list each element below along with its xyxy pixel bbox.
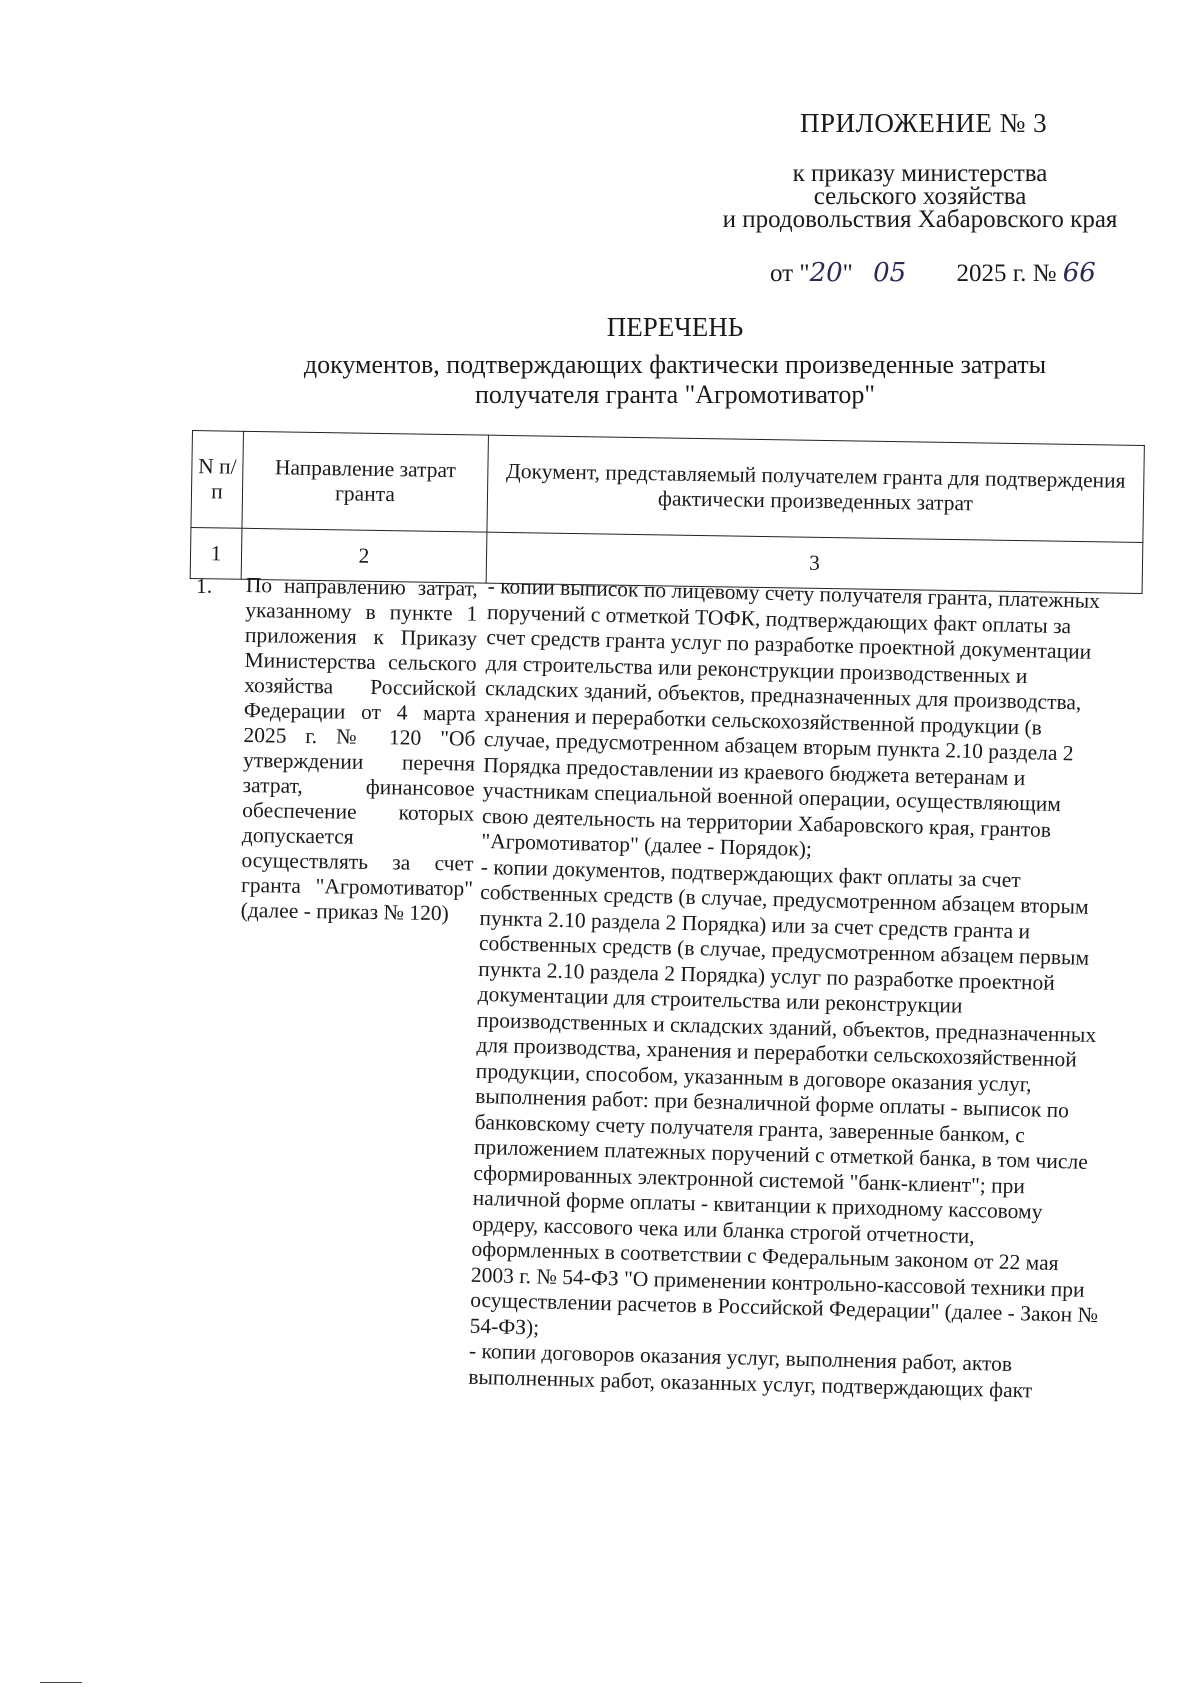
order-ref-line: к приказу министерства xyxy=(792,160,1048,187)
document-item: - копии выписок по лицевому счету получателя гранта, платежных поручений с отметкой ТОФК, подтверждающих факт оплаты за счет средств гранта услуг по разработке проектной документации для строительства или реконструкции производственных и складских зданий, объектов, предназначенных для производства, хранения и переработки сельскохозяйственной продукции (в случае, предусмотренном абзацем вторым пункта 2.10 раздела 2 Порядка предоставлении из краевого бюджета ветеранам и участникам специальной военной операции, осуществляющим свою деятельность на территории Хабаровского края, грантов "Агромотиватор" (далее - Порядок); xyxy=(481,574,1101,861)
document-subtitle xyxy=(240,350,1110,410)
cost-direction-text: По направлению затрат, указанному в пункте 1 приложения к Приказу Министерства сельского хозяйства Российской Федерации от 4 марта 2025 г. № 120 "Об утверждении перечня затрат, финансовое обеспечение которых допускается осуществлять за счет гранта "Агромотиватор" (далее - приказ № 120) xyxy=(240,573,478,926)
documents-table-header xyxy=(190,430,1145,594)
column-number: 3 xyxy=(486,532,1143,593)
header-direction: Направление затрат гранта xyxy=(242,431,488,532)
row-number: 1. xyxy=(196,574,213,598)
date-year: 2025 г. № xyxy=(956,260,1057,287)
document-item: - копии договоров оказания услуг, выполнения работ, актов выполненных работ, оказанных услуг, подтверждающих факт xyxy=(468,1338,1033,1403)
appendix-title: ПРИЛОЖЕНИЕ № 3 xyxy=(800,108,1048,138)
order-reference xyxy=(690,162,1150,231)
header-document: Документ, представляемый получателем гранта для подтверждения фактически произведенных затрат xyxy=(487,435,1144,542)
order-date xyxy=(770,258,1096,288)
handwritten-month: 05 xyxy=(873,258,907,288)
documents-list xyxy=(468,574,1116,1405)
date-quote: " xyxy=(842,260,853,287)
order-ref-line: и продовольствия Хабаровского края xyxy=(722,206,1118,233)
header-number: N п/п xyxy=(191,431,244,529)
column-number: 2 xyxy=(241,528,487,583)
document-item: - копии документов, подтверждающих факт оплаты за счет собственных средств (в случае, предусмотренном абзацем вторым пункта 2.10 раздела 2 Порядка) или за счет средств гранта и собственных средств (в случае, предусмотренном абзацем первым пункта 2.10 раздела 2 Порядка) услуг по разработке проектной документации для строительства или реконструкции производственных и складских зданий, объектов, предназначенных для производства, хранения и переработки сельскохозяйственной продукции, способом, указанным в договоре оказания услуг, выполнения работ: при безналичной форме оплаты - выписок по банковскому счету получателя гранта, заверенные банком, с приложением платежных поручений с отметкой банка, в том числе сформированных электронной системой "банк-клиент"; при наличной форме оплаты - квитанции к приходному кассовому ордеру, кассового чека или бланка строгой отчетности, оформленных в соответствии с Федеральным законом от 22 мая 2003 г. № 54-ФЗ "О применении контрольно-кассовой техники при осуществлении расчетов в Российской Федерации" (далее - Закон № 54-ФЗ); xyxy=(469,854,1099,1339)
subtitle-line: получателя гранта "Агромотиватор" xyxy=(474,380,876,409)
date-prefix: от " xyxy=(770,260,810,287)
handwritten-day: 20 xyxy=(809,258,843,288)
document-title: ПЕРЕЧЕНЬ xyxy=(606,312,744,342)
order-ref-line: сельского хозяйства xyxy=(813,183,1027,210)
handwritten-order-number: 66 xyxy=(1062,258,1096,288)
footer-divider xyxy=(40,1682,82,1683)
column-number: 1 xyxy=(190,527,242,579)
subtitle-line: документов, подтверждающих фактически произведенные затраты xyxy=(303,350,1047,379)
